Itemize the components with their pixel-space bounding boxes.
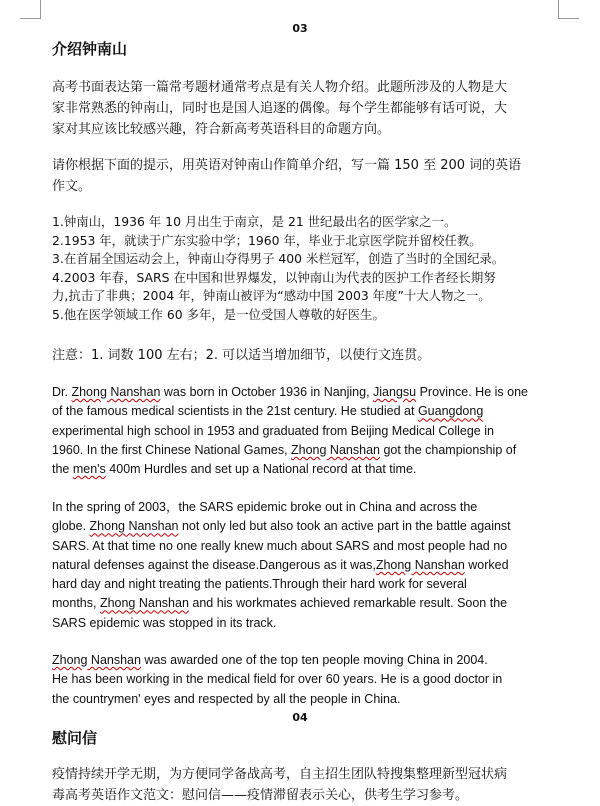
list-item: 1.钟南山，1936 年 10 月出生于南京，是 21 世纪最出名的医学家之一。: [52, 214, 457, 229]
essay-paragraph: [52, 383, 572, 479]
text-line: the men's 400m Hurdles and set up a National record at that time.: [52, 462, 417, 477]
text-line: natural defenses against the disease.Dangerous as it was,Zhong Nanshan worked: [52, 557, 509, 572]
text-line: In the spring of 2003，the SARS epidemic broke out in China and across the: [52, 500, 478, 514]
text-line: 家非常熟悉的钟南山，同时也是国人追逐的偶像。每个学生都能够有话可说，大: [52, 101, 508, 116]
list-item: 4.2003 年春，SARS 在中国和世界爆发，以钟南山为代表的医护工作者经长期努: [52, 269, 496, 285]
text-line: 1960. In the first Chinese National Games, Zhong Nanshan got the championship of: [52, 442, 517, 457]
section-number: 03: [292, 22, 308, 35]
text-line: months, Zhong Nanshan and his workmates achieved remarkable result. Soon the: [52, 596, 508, 611]
text-line: He has been working in the medical field for over 60 years. He is a good doctor in: [52, 672, 503, 687]
text-line: 毒高考英语作文范文：慰问信——疫情滞留表示关心，供考生学习参考。: [52, 788, 469, 803]
section-title: 慰问信: [52, 729, 98, 747]
text-line: experimental high school in 1953 and graduated from Beijing Medical College in: [52, 423, 494, 438]
task-paragraph: [52, 155, 567, 197]
page-corner-mark: [20, 0, 41, 19]
text-line: SARS. At that time no one really knew much about SARS and most people had no: [52, 538, 508, 553]
text-line: 家对其应该比较感兴趣，符合新高考英语科目的命题方向。: [52, 122, 391, 137]
essay-paragraph: [52, 498, 572, 633]
text-line: the countrymen' eyes and respected by all the people in China.: [52, 691, 401, 706]
intro-paragraph: [52, 764, 567, 806]
page-corner-mark: [558, 0, 579, 19]
intro-paragraph: [52, 77, 567, 140]
text-line: Dr. Zhong Nanshan was born in October 1936 in Nanjing, Jiangsu Province. He is one: [52, 385, 528, 399]
text-line: 作文。: [52, 179, 92, 194]
list-item: 2.1953 年，就读于广东实验中学；1960 年，毕业于北京医学院并留校任教。: [52, 232, 482, 248]
essay-paragraph: [52, 651, 572, 709]
list-item: 力,抗击了非典；2004 年，钟南山被评为“感动中国 2003 年度”十大人物之一。: [52, 288, 491, 303]
text-line: Zhong Nanshan was awarded one of the top ten people moving China in 2004.: [52, 653, 488, 667]
list-item: 3.在首届全国运动会上，钟南山夺得男子 400 米栏冠军，创造了当时的全国纪录。: [52, 251, 505, 266]
text-line: SARS epidemic was stopped in its track.: [52, 615, 277, 630]
note-line: 注意：1. 词数 100 左右；2. 可以适当增加细节，以使行文连贯。: [52, 348, 431, 363]
text-line: 疫情持续开学无期，为方便同学备战高考，自主招生团队特搜集整理新型冠状病: [52, 767, 508, 782]
text-line: globe. Zhong Nanshan not only led but also took an active part in the battle against: [52, 519, 511, 534]
text-line: 请你根据下面的提示，用英语对钟南山作简单介绍，写一篇 150 至 200 词的英语: [52, 158, 522, 173]
points-list: [52, 213, 567, 324]
text-line: hard day and night treating the patients.Through their hard work for several: [52, 577, 467, 592]
text-line: of the famous medical scientists in the 21st century. He studied at Guangdong: [52, 404, 484, 419]
section-title: 介绍钟南山: [52, 40, 128, 58]
text-line: 高考书面表达第一篇常考题材通常考点是有关人物介绍。此题所涉及的人物是大: [52, 80, 508, 95]
list-item: 5.他在医学领域工作 60 多年，是一位受国人尊敬的好医生。: [52, 306, 385, 322]
section-number: 04: [292, 711, 308, 724]
